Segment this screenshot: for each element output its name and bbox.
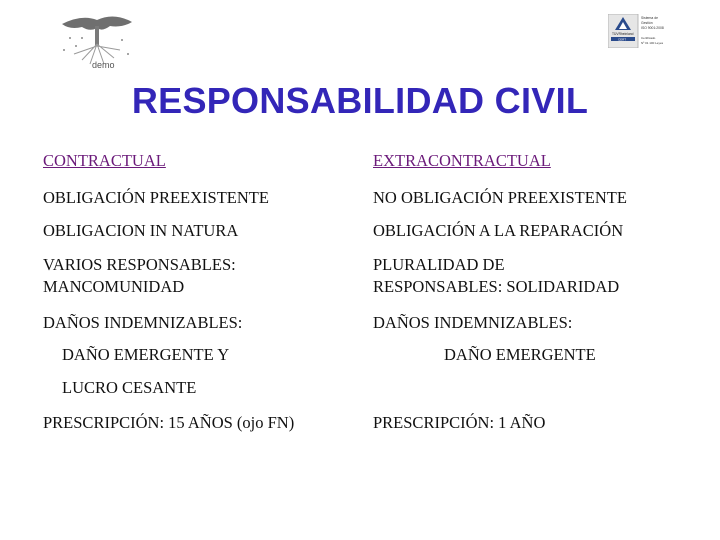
column-header-extracontractual: EXTRACONTRACTUAL	[373, 151, 551, 170]
contractual-obligation: OBLIGACIÓN PREEXISTENTE	[43, 188, 269, 207]
contractual-responsables-line2: MANCOMUNIDAD	[43, 277, 185, 296]
extracontractual-damages-header: DAÑOS INDEMNIZABLES:	[373, 313, 573, 332]
contractual-prescription: PRESCRIPCIÓN: 15 AÑOS (ojo FN)	[43, 413, 295, 432]
extracontractual-damages-emergente: DAÑO EMERGENTE	[444, 345, 596, 364]
extracontractual-nature: OBLIGACIÓN A LA REPARACIÓN	[373, 221, 624, 240]
tree-icon	[62, 16, 132, 64]
badge-line-1: Sistema de	[641, 16, 658, 20]
logo-caption: demo	[92, 60, 115, 70]
column-header-contractual: CONTRACTUAL	[43, 151, 166, 170]
contractual-damages-lucro: LUCRO CESANTE	[62, 378, 197, 397]
page-title: RESPONSABILIDAD CIVIL	[131, 80, 589, 121]
badge-line-2: Gestión	[641, 21, 653, 25]
extracontractual-responsables-line2: RESPONSABLES: SOLIDARIDAD	[373, 277, 620, 296]
contractual-responsables-line1: VARIOS RESPONSABLES:	[43, 255, 236, 274]
contractual-damages-emergente: DAÑO EMERGENTE Y	[62, 345, 230, 364]
badge-line-3: ISO 9001:2008	[641, 26, 664, 30]
extracontractual-obligation: NO OBLIGACIÓN PREEXISTENTE	[373, 188, 627, 207]
contractual-nature: OBLIGACION IN NATURA	[43, 221, 239, 240]
contractual-damages-header: DAÑOS INDEMNIZABLES:	[43, 313, 243, 332]
badge-line-brand: TÜVRheinland	[612, 32, 634, 36]
badge-line-cert: CERT	[618, 37, 627, 42]
extracontractual-responsables-line1: PLURALIDAD DE	[373, 255, 505, 274]
badge-line-7: Nº 01 100 Leyes	[641, 41, 664, 45]
extracontractual-prescription: PRESCRIPCIÓN: 1 AÑO	[373, 413, 546, 432]
certification-badge	[608, 14, 672, 48]
demo-logo	[52, 10, 142, 72]
badge-line-6: Certificado	[641, 36, 656, 40]
